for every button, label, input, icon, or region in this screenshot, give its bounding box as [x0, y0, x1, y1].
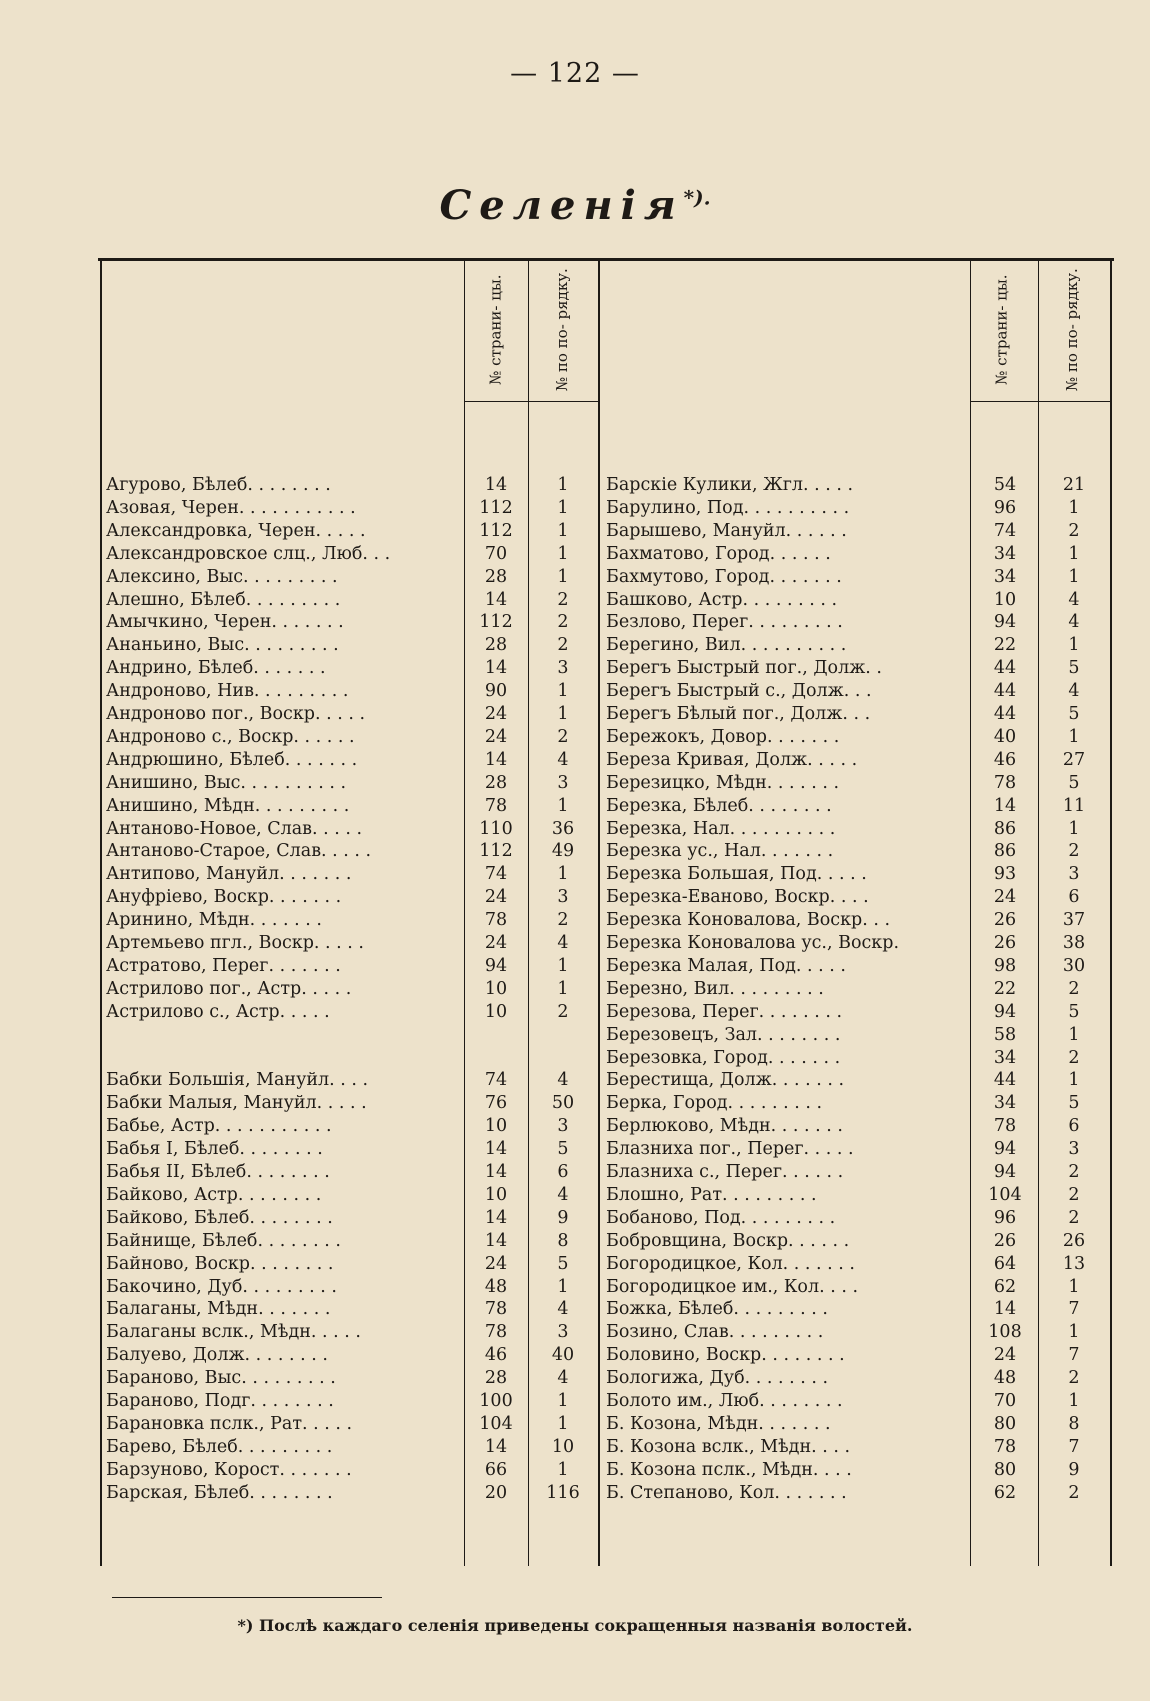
left-row-num: 5	[557, 1253, 569, 1274]
left-row-name: Ананьино, Выс. . . . . . . . .	[106, 634, 339, 655]
right-row-page: 96	[993, 497, 1017, 518]
left-row-num: 1	[557, 1276, 569, 1297]
left-row-name: Астрилово с., Астр. . . . .	[106, 1001, 330, 1022]
left-row-num: 49	[551, 840, 575, 861]
left-row-num: 2	[557, 726, 569, 747]
right-row-name: Бобровщина, Воскр. . . . . .	[606, 1230, 850, 1251]
header-right-page: № страни- цы.	[992, 274, 1011, 386]
right-row-name: Березка, Нал. . . . . . . . . .	[606, 818, 836, 839]
left-row-num: 1	[557, 680, 569, 701]
right-row-name: Береза Кривая, Долж. . . . .	[606, 749, 858, 770]
right-row-page: 94	[993, 1138, 1017, 1159]
right-row-name: Берегъ Быстрый пог., Долж. .	[606, 657, 882, 678]
right-row-page: 86	[993, 840, 1017, 861]
right-row-num: 8	[1068, 1413, 1080, 1434]
right-row-name: Башково, Астр. . . . . . . . .	[606, 589, 838, 610]
left-row-name: Барзуново, Корост. . . . . . .	[106, 1459, 352, 1480]
left-row-name: Бабья I, Бѣлеб. . . . . . . .	[106, 1138, 323, 1159]
left-row-num: 1	[557, 474, 569, 495]
page-title-text: Селенія	[439, 182, 684, 229]
left-row-name: Бабья II, Бѣлеб. . . . . . . .	[106, 1161, 330, 1182]
left-row-page: 112	[479, 520, 513, 541]
left-row-page: 14	[484, 1161, 508, 1182]
right-row-page: 94	[993, 1001, 1017, 1022]
right-row-num: 4	[1068, 680, 1080, 701]
header-left-page: № страни- цы.	[486, 274, 505, 386]
right-row-name: Березка, Бѣлеб. . . . . . . .	[606, 795, 832, 816]
page-title	[0, 182, 1150, 229]
right-row-num: 2	[1068, 1482, 1080, 1503]
right-row-name: Березка Коновалова ус., Воскр.	[606, 932, 900, 953]
right-row-num: 38	[1062, 932, 1086, 953]
left-row-page: 14	[484, 589, 508, 610]
left-row-page: 70	[484, 543, 508, 564]
left-row-num: 1	[557, 955, 569, 976]
left-row-num: 4	[557, 1367, 569, 1388]
header-right-num: № по по- рядку.	[1062, 268, 1081, 392]
right-row-page: 44	[993, 680, 1017, 701]
header-underline	[970, 401, 1110, 402]
left-row-page: 14	[484, 657, 508, 678]
left-row-page: 104	[479, 1413, 513, 1434]
right-row-num: 1	[1068, 566, 1080, 587]
right-row-name: Берегъ Бѣлый пог., Долж. . .	[606, 703, 871, 724]
left-row-name: Байково, Астр. . . . . . . .	[106, 1184, 322, 1205]
right-row-num: 1	[1068, 818, 1080, 839]
right-row-page: 80	[993, 1413, 1017, 1434]
left-row-name: Андрино, Бѣлеб. . . . . . .	[106, 657, 326, 678]
col-divider-center	[598, 261, 600, 1566]
left-row-name: Бараново, Подг. . . . . . . .	[106, 1390, 334, 1411]
left-row-num: 1	[557, 566, 569, 587]
right-row-page: 26	[993, 932, 1017, 953]
right-row-num: 1	[1068, 1276, 1080, 1297]
left-row-page: 76	[484, 1092, 508, 1113]
left-row-page	[466, 1046, 526, 1069]
left-row-name: Андроново, Нив. . . . . . . . .	[106, 680, 349, 701]
left-row-num: 2	[557, 634, 569, 655]
right-row-num: 1	[1068, 543, 1080, 564]
right-row-num: 1	[1068, 1390, 1080, 1411]
right-row-name: Богородицкое им., Кол. . . .	[606, 1276, 859, 1297]
right-row-num: 5	[1068, 1001, 1080, 1022]
left-row-page: 112	[479, 497, 513, 518]
right-row-num: 37	[1062, 909, 1086, 930]
left-row-name: Александровское слц., Люб. . .	[106, 543, 391, 564]
right-row-page: 86	[993, 818, 1017, 839]
right-row-num: 7	[1068, 1344, 1080, 1365]
right-row-num: 5	[1068, 703, 1080, 724]
right-row-page: 78	[993, 772, 1017, 793]
left-row-name: Алешно, Бѣлеб. . . . . . . . .	[106, 589, 341, 610]
left-row-name: Андрюшино, Бѣлеб. . . . . . .	[106, 749, 358, 770]
left-row-num: 2	[557, 909, 569, 930]
right-row-page: 74	[993, 520, 1017, 541]
left-row-name: Бараново, Выс. . . . . . . . .	[106, 1367, 336, 1388]
footnote-rule	[112, 1597, 382, 1598]
right-row-num: 6	[1068, 1115, 1080, 1136]
left-row-name: Бабье, Астр. . . . . . . . . . .	[106, 1115, 332, 1136]
left-row-num: 36	[551, 818, 575, 839]
right-row-name: Барулино, Под. . . . . . . . . .	[606, 497, 850, 518]
table-right-border	[1110, 261, 1112, 1566]
left-row-name	[106, 1023, 458, 1046]
left-row-page: 28	[484, 772, 508, 793]
left-row-name: Артемьево пгл., Воскр. . . . .	[106, 932, 364, 953]
left-row-page: 14	[484, 749, 508, 770]
left-row-name: Анишино, Выс. . . . . . . . . .	[106, 772, 347, 793]
left-row-num: 4	[557, 932, 569, 953]
left-row-name: Александровка, Черен. . . . .	[106, 520, 366, 541]
left-row-name: Агурово, Бѣлеб. . . . . . . .	[106, 474, 331, 495]
left-row-page: 28	[484, 634, 508, 655]
right-row-name: Березка Малая, Под. . . . .	[606, 955, 846, 976]
left-row-num: 2	[557, 611, 569, 632]
right-row-num: 2	[1068, 840, 1080, 861]
left-row-num: 40	[551, 1344, 575, 1365]
right-row-page: 46	[993, 749, 1017, 770]
left-row-page: 14	[484, 474, 508, 495]
left-row-num: 3	[557, 1321, 569, 1342]
left-row-page: 14	[484, 1138, 508, 1159]
left-row-page: 100	[479, 1390, 513, 1411]
left-row-page: 14	[484, 1207, 508, 1228]
left-row-num: 4	[557, 1298, 569, 1319]
header-underline	[464, 401, 598, 402]
right-row-num: 26	[1062, 1230, 1086, 1251]
left-row-num: 3	[557, 1115, 569, 1136]
right-row-page: 78	[993, 1436, 1017, 1457]
right-row-page: 26	[993, 1230, 1017, 1251]
left-row-name: Астратово, Перег. . . . . . .	[106, 955, 341, 976]
right-row-num: 13	[1062, 1253, 1086, 1274]
right-row-name: Бережокъ, Довор. . . . . . .	[606, 726, 840, 747]
right-row-num: 11	[1062, 795, 1086, 816]
right-row-page: 44	[993, 657, 1017, 678]
right-row-page: 70	[993, 1390, 1017, 1411]
header-left-num: № по по- рядку.	[552, 268, 571, 392]
right-row-page: 44	[993, 703, 1017, 724]
right-row-name: Берегино, Вил. . . . . . . . . .	[606, 634, 847, 655]
left-row-page: 10	[484, 1115, 508, 1136]
left-row-name: Байково, Бѣлеб. . . . . . . .	[106, 1207, 333, 1228]
left-row-page: 20	[484, 1482, 508, 1503]
left-row-name: Балуево, Долж. . . . . . . .	[106, 1344, 328, 1365]
right-row-page: 14	[993, 795, 1017, 816]
right-row-num: 5	[1068, 1092, 1080, 1113]
left-row-page: 28	[484, 566, 508, 587]
left-row-name: Антаново-Старое, Слав. . . . .	[106, 840, 372, 861]
left-row-page: 112	[479, 840, 513, 861]
index-table	[98, 258, 1114, 1566]
left-row-page: 112	[479, 611, 513, 632]
left-row-page: 90	[484, 680, 508, 701]
left-row-name: Балаганы, Мѣдн. . . . . . .	[106, 1298, 331, 1319]
right-row-name: Берка, Город. . . . . . . . .	[606, 1092, 823, 1113]
col-divider	[528, 261, 529, 1566]
left-row-num: 4	[557, 1184, 569, 1205]
left-row-num: 1	[557, 1390, 569, 1411]
right-row-page: 40	[993, 726, 1017, 747]
left-row-page: 10	[484, 1184, 508, 1205]
left-row-num: 2	[557, 1001, 569, 1022]
right-row-page: 24	[993, 886, 1017, 907]
right-row-name: Берлюково, Мѣдн. . . . . . .	[606, 1115, 843, 1136]
left-row-page: 110	[479, 818, 513, 839]
page-number: — 122 —	[510, 58, 640, 89]
col-divider	[464, 261, 465, 1566]
left-row-num: 4	[557, 749, 569, 770]
left-row-name: Бакочино, Дуб. . . . . . . . .	[106, 1276, 337, 1297]
right-row-num: 3	[1068, 1138, 1080, 1159]
right-row-name: Бахмутово, Город. . . . . . .	[606, 566, 842, 587]
right-row-name: Березка ус., Нал. . . . . . .	[606, 840, 834, 861]
right-row-page: 94	[993, 1161, 1017, 1182]
right-row-page: 64	[993, 1253, 1017, 1274]
right-row-name: Бологижа, Дуб. . . . . . . .	[606, 1367, 829, 1388]
left-row-page: 74	[484, 1069, 508, 1090]
left-row-num: 1	[557, 1413, 569, 1434]
right-row-num: 27	[1062, 749, 1086, 770]
left-row-num: 1	[557, 497, 569, 518]
right-row-num: 1	[1068, 1321, 1080, 1342]
footnote: *) Послѣ каждаго селенія приведены сокращенныя названія волостей.	[237, 1616, 913, 1635]
right-row-name: Березовецъ, Зал. . . . . . . .	[606, 1024, 841, 1045]
left-row-name: Байново, Воскр. . . . . . . .	[106, 1253, 334, 1274]
left-row-num	[530, 1023, 596, 1046]
left-row-name: Ануфріево, Воскр. . . . . . .	[106, 886, 342, 907]
right-row-name: Блазниха пог., Перег. . . . .	[606, 1138, 854, 1159]
right-row-num: 7	[1068, 1436, 1080, 1457]
footnote-mark: *).	[683, 185, 711, 210]
right-row-page: 54	[993, 474, 1017, 495]
left-row-name: Азовая, Черен. . . . . . . . . . .	[106, 497, 356, 518]
right-row-num: 5	[1068, 657, 1080, 678]
left-row-name: Байнище, Бѣлеб. . . . . . . .	[106, 1230, 341, 1251]
left-row-page: 94	[484, 955, 508, 976]
left-row-num: 9	[557, 1207, 569, 1228]
right-row-name: Барышево, Мануйл. . . . . .	[606, 520, 847, 541]
right-row-name: Березно, Вил. . . . . . . . .	[606, 978, 824, 999]
right-row-name: Березицко, Мѣдн. . . . . . .	[606, 772, 840, 793]
right-row-name: Божка, Бѣлеб. . . . . . . . .	[606, 1298, 828, 1319]
left-row-page: 48	[484, 1276, 508, 1297]
right-row-page: 26	[993, 909, 1017, 930]
right-row-num: 30	[1062, 955, 1086, 976]
right-row-page: 34	[993, 1092, 1017, 1113]
right-row-page: 62	[993, 1482, 1017, 1503]
right-row-page: 34	[993, 543, 1017, 564]
right-row-num: 1	[1068, 726, 1080, 747]
left-row-page: 78	[484, 1298, 508, 1319]
right-row-num: 4	[1068, 611, 1080, 632]
right-row-num: 1	[1068, 497, 1080, 518]
left-row-name: Астрилово пог., Астр. . . . .	[106, 978, 352, 999]
left-row-num: 1	[557, 543, 569, 564]
right-row-name: Березова, Перег. . . . . . . .	[606, 1001, 843, 1022]
right-row-num: 2	[1068, 1367, 1080, 1388]
left-row-name: Аринино, Мѣдн. . . . . . .	[106, 909, 322, 930]
left-row-page: 14	[484, 1436, 508, 1457]
right-row-page: 22	[993, 634, 1017, 655]
left-row-name: Барево, Бѣлеб. . . . . . . . .	[106, 1436, 333, 1457]
right-row-name: Богородицкое, Кол. . . . . . .	[606, 1253, 855, 1274]
left-row-page: 10	[484, 1001, 508, 1022]
left-row-num: 3	[557, 657, 569, 678]
right-row-num: 9	[1068, 1459, 1080, 1480]
left-row-page: 78	[484, 909, 508, 930]
right-row-num: 4	[1068, 589, 1080, 610]
left-row-page: 24	[484, 726, 508, 747]
right-row-name: Б. Степаново, Кол. . . . . . .	[606, 1482, 847, 1503]
right-row-page: 96	[993, 1207, 1017, 1228]
left-row-name	[106, 1046, 458, 1069]
right-row-num: 21	[1062, 474, 1086, 495]
right-row-name: Бахматово, Город. . . . . .	[606, 543, 831, 564]
right-row-name: Болото им., Люб. . . . . . . .	[606, 1390, 843, 1411]
right-row-page: 94	[993, 611, 1017, 632]
right-row-name: Березовка, Город. . . . . . .	[606, 1047, 841, 1068]
right-row-name: Боловино, Воскр. . . . . . . .	[606, 1344, 845, 1365]
left-row-name: Антаново-Новое, Слав. . . . .	[106, 818, 363, 839]
right-row-name: Блазниха с., Перег. . . . . .	[606, 1161, 844, 1182]
left-row-num: 5	[557, 1138, 569, 1159]
right-row-page: 58	[993, 1024, 1017, 1045]
left-row-name: Балаганы вслк., Мѣдн. . . . .	[106, 1321, 361, 1342]
right-row-page: 98	[993, 955, 1017, 976]
right-row-page: 24	[993, 1344, 1017, 1365]
right-row-page: 78	[993, 1115, 1017, 1136]
right-row-num: 2	[1068, 1161, 1080, 1182]
right-row-num: 7	[1068, 1298, 1080, 1319]
right-row-page: 34	[993, 566, 1017, 587]
right-row-num: 2	[1068, 1047, 1080, 1068]
right-row-page: 104	[988, 1184, 1022, 1205]
right-row-num: 3	[1068, 863, 1080, 884]
right-row-name: Барскіе Кулики, Жгл. . . . .	[606, 474, 854, 495]
right-row-page: 62	[993, 1276, 1017, 1297]
left-row-name: Барановка пслк., Рат. . . . .	[106, 1413, 353, 1434]
left-row-name: Анишино, Мѣдн. . . . . . . . .	[106, 795, 350, 816]
left-row-name: Бабки Большія, Мануйл. . . .	[106, 1069, 369, 1090]
left-row-page: 24	[484, 703, 508, 724]
left-row-num: 4	[557, 1069, 569, 1090]
right-row-name: Б. Козона, Мѣдн. . . . . . .	[606, 1413, 831, 1434]
left-row-name: Андроново пог., Воскр. . . . .	[106, 703, 366, 724]
right-row-name: Берегъ Быстрый с., Долж. . .	[606, 680, 872, 701]
left-row-num: 1	[557, 795, 569, 816]
right-row-page: 10	[993, 589, 1017, 610]
left-row-name: Антипово, Мануйл. . . . . . .	[106, 863, 352, 884]
right-row-name: Берестища, Долж. . . . . . .	[606, 1069, 845, 1090]
right-row-name: Березка-Еваново, Воскр. . . .	[606, 886, 869, 907]
right-row-num: 5	[1068, 772, 1080, 793]
left-row-num: 1	[557, 1459, 569, 1480]
right-row-name: Б. Козона пслк., Мѣдн. . . .	[606, 1459, 852, 1480]
right-row-name: Березка Коновалова, Воскр. . .	[606, 909, 891, 930]
left-row-page: 10	[484, 978, 508, 999]
left-row-num	[530, 1046, 596, 1069]
right-row-page: 44	[993, 1069, 1017, 1090]
left-row-num: 10	[551, 1436, 575, 1457]
left-row-page: 78	[484, 1321, 508, 1342]
right-row-name: Бозино, Слав. . . . . . . . .	[606, 1321, 824, 1342]
right-row-name: Б. Козона вслк., Мѣдн. . . .	[606, 1436, 851, 1457]
right-row-page: 22	[993, 978, 1017, 999]
right-row-num: 2	[1068, 978, 1080, 999]
left-row-num: 1	[557, 863, 569, 884]
left-row-name: Алексино, Выс. . . . . . . . .	[106, 566, 338, 587]
right-row-page: 93	[993, 863, 1017, 884]
left-row-page: 66	[484, 1459, 508, 1480]
left-row-name: Амычкино, Черен. . . . . . .	[106, 611, 344, 632]
left-row-num: 50	[551, 1092, 575, 1113]
left-row-page: 24	[484, 886, 508, 907]
left-row-page: 14	[484, 1230, 508, 1251]
left-row-num: 8	[557, 1230, 569, 1251]
left-row-page: 74	[484, 863, 508, 884]
left-row-name: Бабки Малыя, Мануйл. . . . .	[106, 1092, 367, 1113]
left-row-page: 28	[484, 1367, 508, 1388]
left-row-num: 3	[557, 772, 569, 793]
right-row-name: Бобаново, Под. . . . . . . . .	[606, 1207, 836, 1228]
left-row-num: 6	[557, 1161, 569, 1182]
right-row-num: 6	[1068, 886, 1080, 907]
left-row-page: 78	[484, 795, 508, 816]
left-row-num: 1	[557, 978, 569, 999]
left-row-num: 1	[557, 703, 569, 724]
left-row-num: 3	[557, 886, 569, 907]
right-row-page: 34	[993, 1047, 1017, 1068]
right-row-name: Березка Большая, Под. . . . .	[606, 863, 867, 884]
right-row-num: 2	[1068, 1207, 1080, 1228]
left-row-num: 116	[546, 1482, 580, 1503]
right-row-num: 1	[1068, 1024, 1080, 1045]
left-row-page	[466, 1023, 526, 1046]
right-row-page: 80	[993, 1459, 1017, 1480]
right-row-num: 2	[1068, 520, 1080, 541]
left-row-page: 24	[484, 932, 508, 953]
right-row-page: 108	[988, 1321, 1022, 1342]
right-row-num: 2	[1068, 1184, 1080, 1205]
left-row-num: 1	[557, 520, 569, 541]
right-row-name: Блошно, Рат. . . . . . . . .	[606, 1184, 817, 1205]
right-row-num: 1	[1068, 634, 1080, 655]
left-row-page: 24	[484, 1253, 508, 1274]
right-row-page: 48	[993, 1367, 1017, 1388]
table-left-border	[100, 261, 102, 1566]
left-row-page: 46	[484, 1344, 508, 1365]
left-row-name: Андроново с., Воскр. . . . . .	[106, 726, 355, 747]
right-row-name: Безлово, Перег. . . . . . . . .	[606, 611, 843, 632]
right-row-page: 14	[993, 1298, 1017, 1319]
left-row-name: Барская, Бѣлеб. . . . . . . .	[106, 1482, 333, 1503]
left-row-num: 2	[557, 589, 569, 610]
right-row-num: 1	[1068, 1069, 1080, 1090]
